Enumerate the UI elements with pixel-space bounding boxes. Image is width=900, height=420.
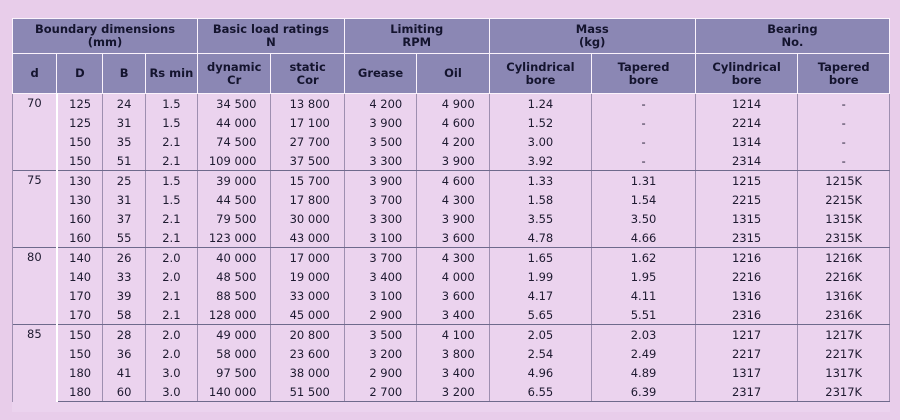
- cell-static-cor: 43 000: [271, 228, 344, 248]
- cell-B: 35: [103, 132, 145, 151]
- cell-B: 31: [103, 113, 145, 132]
- cell-dynamic-cr: 79 500: [198, 209, 271, 228]
- cell-no-tapered: 2215K: [798, 190, 890, 209]
- cell-D: 180: [57, 363, 103, 382]
- cell-static-cor: 17 100: [271, 113, 344, 132]
- table-row: [13, 190, 890, 209]
- cell-dynamic-cr: 49 000: [198, 325, 271, 345]
- cell-mass-cylindrical: 5.65: [489, 305, 592, 325]
- cell-oil-rpm: 3 800: [417, 344, 489, 363]
- cell-mass-cylindrical: 4.78: [489, 228, 592, 248]
- header-bearing-no: Bearing No.: [695, 19, 889, 54]
- header-mass: Mass (kg): [489, 19, 695, 54]
- table-row: [13, 228, 890, 248]
- cell-mass-tapered: 1.62: [592, 248, 696, 268]
- cell-no-tapered: 1316K: [798, 286, 890, 305]
- table-row: [13, 151, 890, 171]
- header-basic-load-ratings: Basic load ratings N: [198, 19, 345, 54]
- table-row: [13, 344, 890, 363]
- cell-dynamic-cr: 40 000: [198, 248, 271, 268]
- cell-no-tapered: -: [798, 94, 890, 114]
- cell-grease-rpm: 3 100: [344, 286, 416, 305]
- cell-no-cylindrical: 1216: [695, 248, 798, 268]
- col-header-mass-cylindrical: Cylindrical bore: [489, 54, 592, 94]
- cell-no-cylindrical: 2214: [695, 113, 798, 132]
- cell-mass-cylindrical: 2.05: [489, 325, 592, 345]
- cell-mass-cylindrical: 2.54: [489, 344, 592, 363]
- cell-grease-rpm: 3 200: [344, 344, 416, 363]
- cell-no-cylindrical: 2314: [695, 151, 798, 171]
- cell-B: 28: [103, 325, 145, 345]
- table-row: [13, 132, 890, 151]
- cell-static-cor: 27 700: [271, 132, 344, 151]
- cell-B: 25: [103, 171, 145, 191]
- cell-D: 150: [57, 344, 103, 363]
- cell-dynamic-cr: 74 500: [198, 132, 271, 151]
- cell-mass-cylindrical: 1.24: [489, 94, 592, 114]
- col-header-no-cylindrical: Cylindrical bore: [695, 54, 798, 94]
- cell-D: 140: [57, 248, 103, 268]
- cell-no-cylindrical: 1215: [695, 171, 798, 191]
- cell-mass-tapered: -: [592, 94, 696, 114]
- cell-oil-rpm: 4 600: [417, 171, 489, 191]
- table-row: [13, 305, 890, 325]
- cell-mass-tapered: -: [592, 132, 696, 151]
- cell-mass-tapered: -: [592, 151, 696, 171]
- cell-mass-cylindrical: 1.99: [489, 267, 592, 286]
- cell-oil-rpm: 4 000: [417, 267, 489, 286]
- cell-D: 140: [57, 267, 103, 286]
- cell-rs-min: 2.0: [145, 267, 197, 286]
- cell-rs-min: 2.1: [145, 228, 197, 248]
- cell-mass-tapered: -: [592, 113, 696, 132]
- col-header-B: B: [103, 54, 145, 94]
- cell-dynamic-cr: 123 000: [198, 228, 271, 248]
- cell-mass-cylindrical: 4.17: [489, 286, 592, 305]
- cell-rs-min: 1.5: [145, 94, 197, 114]
- cell-B: 37: [103, 209, 145, 228]
- cell-rs-min: 2.1: [145, 286, 197, 305]
- cell-no-cylindrical: 2217: [695, 344, 798, 363]
- cell-no-cylindrical: 1317: [695, 363, 798, 382]
- col-header-d: d: [13, 54, 57, 94]
- cell-mass-tapered: 6.39: [592, 382, 696, 402]
- cell-d: 70: [13, 94, 57, 171]
- cell-B: 41: [103, 363, 145, 382]
- cell-static-cor: 33 000: [271, 286, 344, 305]
- cell-no-tapered: -: [798, 132, 890, 151]
- cell-mass-tapered: 3.50: [592, 209, 696, 228]
- cell-rs-min: 1.5: [145, 113, 197, 132]
- cell-dynamic-cr: 34 500: [198, 94, 271, 114]
- cell-rs-min: 2.1: [145, 132, 197, 151]
- cell-B: 24: [103, 94, 145, 114]
- cell-dynamic-cr: 97 500: [198, 363, 271, 382]
- cell-mass-cylindrical: 1.52: [489, 113, 592, 132]
- cell-static-cor: 45 000: [271, 305, 344, 325]
- cell-oil-rpm: 4 600: [417, 113, 489, 132]
- cell-static-cor: 17 800: [271, 190, 344, 209]
- col-header-static: static Cor: [271, 54, 344, 94]
- col-header-no-tapered: Tapered bore: [798, 54, 890, 94]
- cell-B: 39: [103, 286, 145, 305]
- cell-no-cylindrical: 1314: [695, 132, 798, 151]
- col-header-rs-min: Rs min: [145, 54, 197, 94]
- cell-grease-rpm: 2 900: [344, 305, 416, 325]
- cell-static-cor: 15 700: [271, 171, 344, 191]
- cell-no-cylindrical: 2216: [695, 267, 798, 286]
- cell-static-cor: 19 000: [271, 267, 344, 286]
- cell-grease-rpm: 3 400: [344, 267, 416, 286]
- cell-mass-tapered: 5.51: [592, 305, 696, 325]
- cell-mass-cylindrical: 3.55: [489, 209, 592, 228]
- bearing-table: [12, 18, 890, 402]
- cell-no-tapered: 1315K: [798, 209, 890, 228]
- cell-rs-min: 2.0: [145, 325, 197, 345]
- cell-B: 51: [103, 151, 145, 171]
- cell-static-cor: 38 000: [271, 363, 344, 382]
- cell-static-cor: 30 000: [271, 209, 344, 228]
- cell-rs-min: 2.1: [145, 151, 197, 171]
- cell-oil-rpm: 3 900: [417, 209, 489, 228]
- cell-no-tapered: 2217K: [798, 344, 890, 363]
- table-row: [13, 382, 890, 402]
- cell-d: 85: [13, 325, 57, 402]
- table-row: [13, 286, 890, 305]
- cell-mass-cylindrical: 1.65: [489, 248, 592, 268]
- cell-no-cylindrical: 2317: [695, 382, 798, 402]
- cell-dynamic-cr: 128 000: [198, 305, 271, 325]
- cell-rs-min: 3.0: [145, 382, 197, 402]
- cell-D: 130: [57, 190, 103, 209]
- cell-grease-rpm: 3 100: [344, 228, 416, 248]
- col-header-D: D: [57, 54, 103, 94]
- cell-D: 150: [57, 151, 103, 171]
- cell-dynamic-cr: 140 000: [198, 382, 271, 402]
- cell-grease-rpm: 3 700: [344, 248, 416, 268]
- cell-dynamic-cr: 109 000: [198, 151, 271, 171]
- col-header-mass-tapered: Tapered bore: [592, 54, 696, 94]
- table-row: [13, 267, 890, 286]
- cell-B: 58: [103, 305, 145, 325]
- table-row: [13, 248, 890, 268]
- cell-D: 130: [57, 171, 103, 191]
- cell-no-cylindrical: 2215: [695, 190, 798, 209]
- cell-D: 160: [57, 209, 103, 228]
- cell-B: 55: [103, 228, 145, 248]
- cell-grease-rpm: 2 700: [344, 382, 416, 402]
- cell-B: 60: [103, 382, 145, 402]
- cell-static-cor: 23 600: [271, 344, 344, 363]
- cell-D: 180: [57, 382, 103, 402]
- col-header-grease: Grease: [344, 54, 416, 94]
- cell-no-tapered: 1317K: [798, 363, 890, 382]
- cell-oil-rpm: 3 400: [417, 363, 489, 382]
- cell-grease-rpm: 3 900: [344, 113, 416, 132]
- cell-oil-rpm: 4 200: [417, 132, 489, 151]
- cell-no-tapered: 2316K: [798, 305, 890, 325]
- cell-no-cylindrical: 1316: [695, 286, 798, 305]
- cell-B: 33: [103, 267, 145, 286]
- cell-rs-min: 2.1: [145, 305, 197, 325]
- col-header-dynamic: dynamic Cr: [198, 54, 271, 94]
- cell-dynamic-cr: 44 500: [198, 190, 271, 209]
- cell-mass-tapered: 1.95: [592, 267, 696, 286]
- cell-grease-rpm: 3 500: [344, 132, 416, 151]
- cell-oil-rpm: 4 300: [417, 248, 489, 268]
- cell-rs-min: 2.0: [145, 344, 197, 363]
- cell-dynamic-cr: 58 000: [198, 344, 271, 363]
- cell-grease-rpm: 3 900: [344, 171, 416, 191]
- cell-dynamic-cr: 39 000: [198, 171, 271, 191]
- cell-d: 80: [13, 248, 57, 325]
- cell-mass-cylindrical: 1.33: [489, 171, 592, 191]
- cell-D: 170: [57, 286, 103, 305]
- cell-no-tapered: -: [798, 151, 890, 171]
- cell-mass-tapered: 1.54: [592, 190, 696, 209]
- cell-D: 125: [57, 113, 103, 132]
- cell-static-cor: 37 500: [271, 151, 344, 171]
- cell-D: 160: [57, 228, 103, 248]
- cell-rs-min: 2.0: [145, 248, 197, 268]
- cell-grease-rpm: 3 500: [344, 325, 416, 345]
- cell-static-cor: 20 800: [271, 325, 344, 345]
- table-body: [13, 94, 890, 402]
- header-boundary-dimensions: Boundary dimensions (mm): [13, 19, 198, 54]
- cell-rs-min: 2.1: [145, 209, 197, 228]
- cell-oil-rpm: 4 900: [417, 94, 489, 114]
- table-row: [13, 113, 890, 132]
- cell-no-tapered: 2315K: [798, 228, 890, 248]
- cell-mass-cylindrical: 1.58: [489, 190, 592, 209]
- cell-static-cor: 51 500: [271, 382, 344, 402]
- cell-no-tapered: 1216K: [798, 248, 890, 268]
- table-row: [13, 325, 890, 345]
- table-row: [13, 363, 890, 382]
- col-header-oil: Oil: [417, 54, 489, 94]
- cell-grease-rpm: 3 700: [344, 190, 416, 209]
- cell-grease-rpm: 3 300: [344, 151, 416, 171]
- bearing-spec-sheet: [12, 18, 890, 412]
- cell-no-tapered: 1217K: [798, 325, 890, 345]
- cell-oil-rpm: 3 900: [417, 151, 489, 171]
- cell-mass-cylindrical: 6.55: [489, 382, 592, 402]
- cell-D: 150: [57, 325, 103, 345]
- cell-B: 31: [103, 190, 145, 209]
- cell-rs-min: 1.5: [145, 190, 197, 209]
- cell-no-cylindrical: 2315: [695, 228, 798, 248]
- header-limiting-rpm: Limiting RPM: [344, 19, 489, 54]
- cell-mass-cylindrical: 4.96: [489, 363, 592, 382]
- table-row: [13, 171, 890, 191]
- cell-no-cylindrical: 1315: [695, 209, 798, 228]
- cell-mass-tapered: 4.89: [592, 363, 696, 382]
- cell-oil-rpm: 3 600: [417, 228, 489, 248]
- cell-grease-rpm: 4 200: [344, 94, 416, 114]
- cell-dynamic-cr: 48 500: [198, 267, 271, 286]
- table-row: [13, 94, 890, 114]
- cell-no-cylindrical: 1214: [695, 94, 798, 114]
- cell-grease-rpm: 2 900: [344, 363, 416, 382]
- cell-mass-cylindrical: 3.00: [489, 132, 592, 151]
- cell-B: 26: [103, 248, 145, 268]
- cell-no-tapered: -: [798, 113, 890, 132]
- cell-mass-tapered: 4.66: [592, 228, 696, 248]
- cell-B: 36: [103, 344, 145, 363]
- cell-oil-rpm: 4 300: [417, 190, 489, 209]
- cell-oil-rpm: 3 400: [417, 305, 489, 325]
- cell-mass-tapered: 2.49: [592, 344, 696, 363]
- cell-rs-min: 3.0: [145, 363, 197, 382]
- cell-mass-tapered: 1.31: [592, 171, 696, 191]
- cell-no-cylindrical: 2316: [695, 305, 798, 325]
- table-row: [13, 209, 890, 228]
- cell-dynamic-cr: 88 500: [198, 286, 271, 305]
- cell-static-cor: 13 800: [271, 94, 344, 114]
- cell-oil-rpm: 3 600: [417, 286, 489, 305]
- cell-D: 125: [57, 94, 103, 114]
- cell-D: 170: [57, 305, 103, 325]
- cell-oil-rpm: 3 200: [417, 382, 489, 402]
- cell-dynamic-cr: 44 000: [198, 113, 271, 132]
- cell-mass-cylindrical: 3.92: [489, 151, 592, 171]
- cell-oil-rpm: 4 100: [417, 325, 489, 345]
- cell-static-cor: 17 000: [271, 248, 344, 268]
- cell-rs-min: 1.5: [145, 171, 197, 191]
- cell-mass-tapered: 4.11: [592, 286, 696, 305]
- cell-no-tapered: 1215K: [798, 171, 890, 191]
- cell-d: 75: [13, 171, 57, 248]
- cell-no-tapered: 2317K: [798, 382, 890, 402]
- cell-mass-tapered: 2.03: [592, 325, 696, 345]
- cell-grease-rpm: 3 300: [344, 209, 416, 228]
- cell-D: 150: [57, 132, 103, 151]
- cell-no-tapered: 2216K: [798, 267, 890, 286]
- cell-no-cylindrical: 1217: [695, 325, 798, 345]
